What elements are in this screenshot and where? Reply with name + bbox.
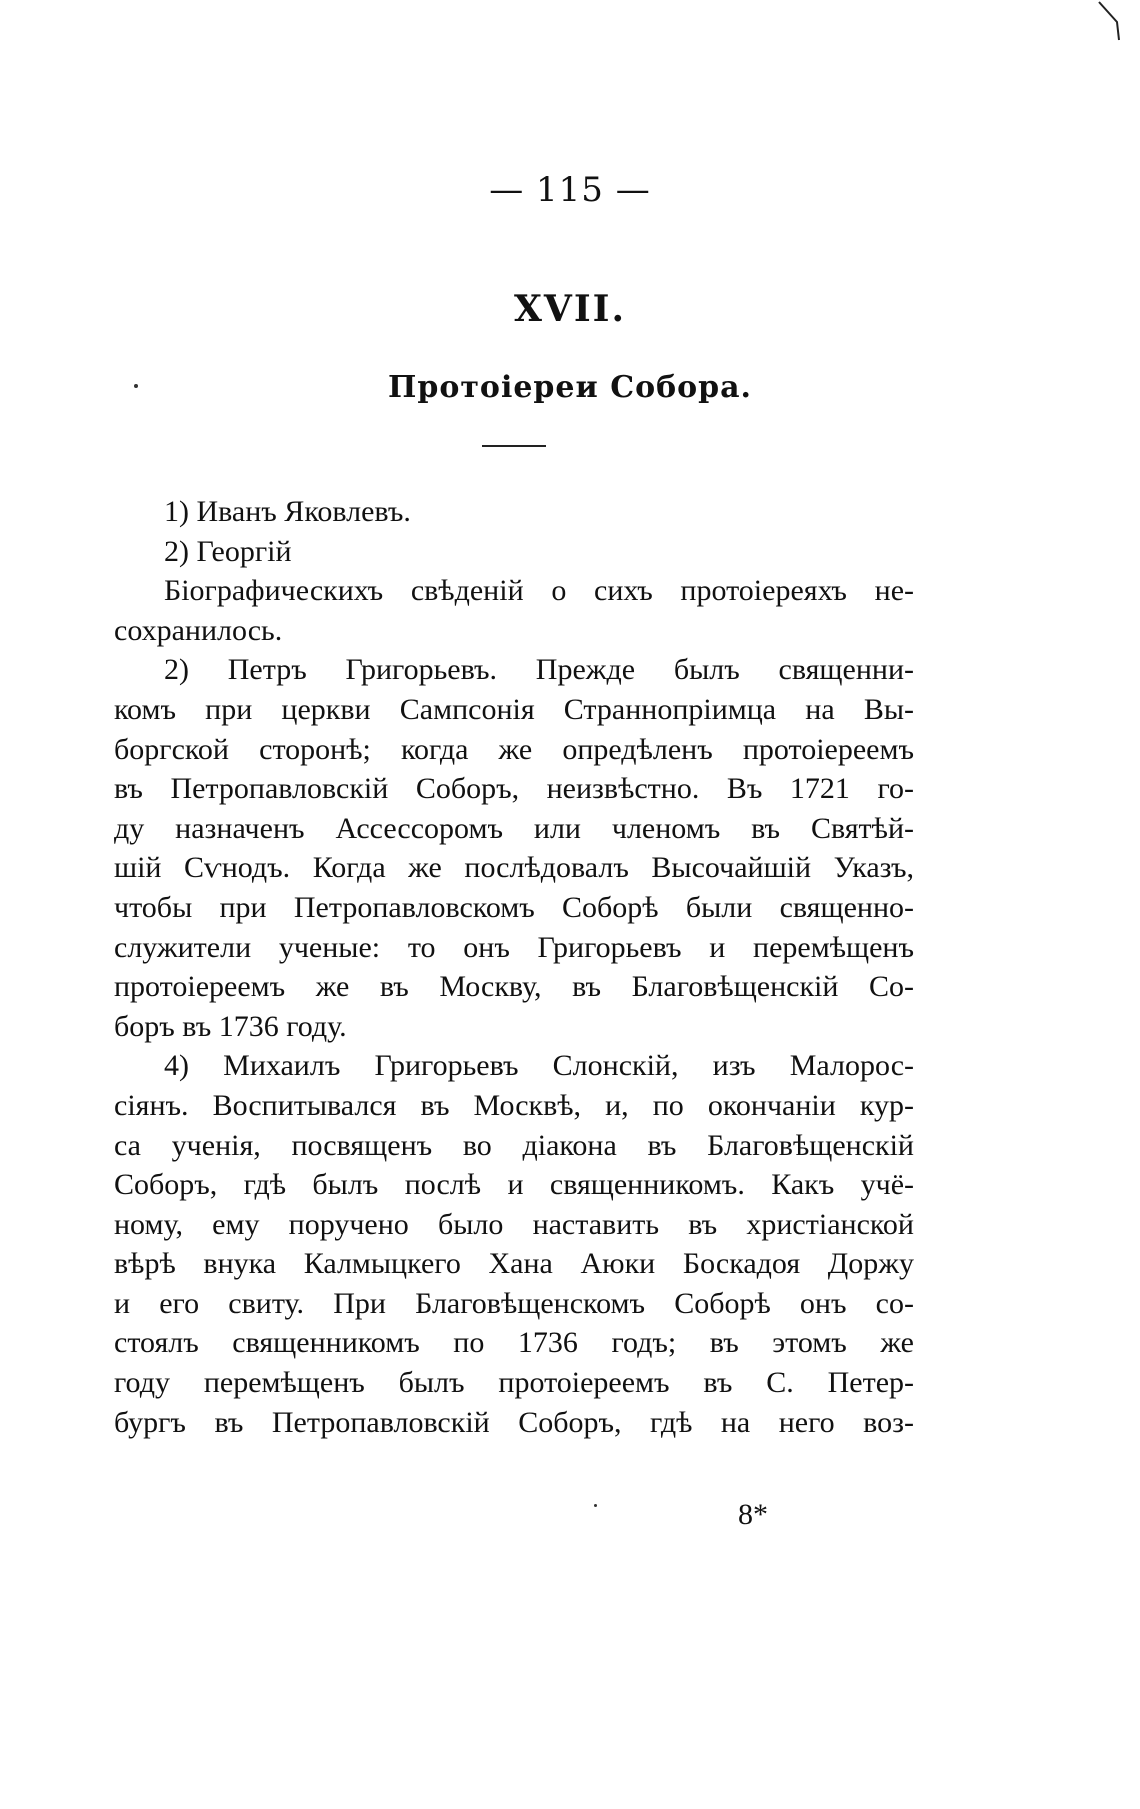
- text-line: стоялъ священникомъ по 1736 годъ; въ этомъ же: [114, 1326, 914, 1360]
- text-line: 4) Михаилъ Григорьевъ Слонскій, изъ Малорос-: [164, 1049, 914, 1083]
- text-line: году перемѣщенъ былъ протоіереемъ въ С. Петер-: [114, 1366, 914, 1400]
- title-rule: [482, 445, 546, 447]
- body-text: [114, 492, 914, 1442]
- text-line: 2) Георгій: [164, 534, 292, 568]
- text-line: сіянъ. Воспитывался въ Москвѣ, и, по окончаніи кур-: [114, 1088, 914, 1122]
- ink-dot: [594, 1504, 597, 1507]
- text-line: протоіереемъ же въ Москву, въ Благовѣщенскій Со-: [114, 970, 914, 1004]
- text-line: комъ при церкви Сампсонія Страннопріимца на Вы-: [114, 692, 914, 726]
- text-line: Біографическихъ свѣденій о сихъ протоіереяхъ не-: [164, 574, 914, 608]
- page-corner-mark: [1095, 0, 1135, 44]
- text-line: са ученія, посвященъ во діакона въ Благовѣщенскій: [114, 1128, 914, 1162]
- text-line: Соборъ, гдѣ былъ послѣ и священникомъ. Какъ учё-: [114, 1168, 914, 1202]
- text-line: 1) Иванъ Яковлевъ.: [164, 495, 411, 528]
- text-line: сохранилось.: [114, 613, 283, 647]
- section-title: Протоіереи Собора.: [388, 370, 752, 405]
- text-line: 2) Петръ Григорьевъ. Прежде былъ священни-: [164, 653, 914, 687]
- text-line: чтобы при Петропавловскомъ Соборѣ были священно-: [114, 890, 914, 924]
- page-number: — 115 —: [489, 170, 651, 210]
- text-line: боргской сторонѣ; когда же опредѣленъ протоіереемъ: [114, 732, 914, 766]
- text-line: въ Петропавловскій Соборъ, неизвѣстно. Въ 1721 го-: [114, 772, 914, 806]
- text-line: служители ученые: то онъ Григорьевъ и перемѣщенъ: [114, 930, 914, 964]
- text-line: ду назначенъ Ассессоромъ или членомъ въ Святѣй-: [114, 811, 914, 845]
- text-line: боръ въ 1736 году.: [114, 1009, 347, 1043]
- text-line: шій Сѵнодъ. Когда же послѣдовалъ Высочайшій Указъ,: [114, 851, 914, 885]
- text-line: вѣрѣ внука Калмыцкего Хана Аюки Боскадоя Доржу: [114, 1247, 914, 1281]
- chapter-number: XVII.: [513, 288, 627, 330]
- text-line: бургъ въ Петропавловскій Соборъ, гдѣ на него воз-: [114, 1405, 914, 1439]
- text-line: и его свиту. При Благовѣщенскомъ Соборѣ онъ со-: [114, 1286, 914, 1320]
- text-line: ному, ему поручено было наставить въ христіанской: [114, 1207, 914, 1241]
- printer-signature-mark: 8*: [738, 1498, 768, 1531]
